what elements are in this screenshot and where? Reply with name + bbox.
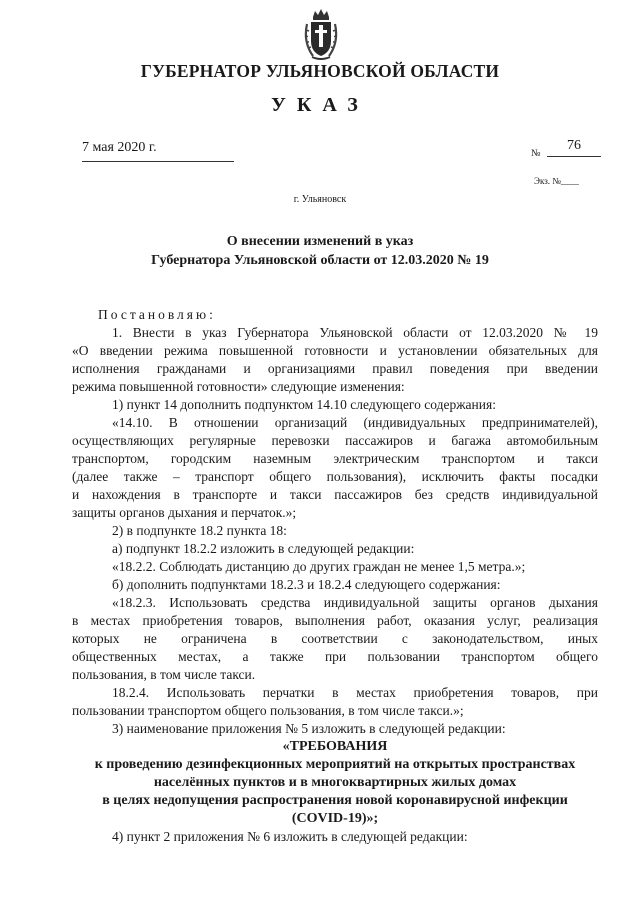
text-line: которых не ограничена в соответствии с законодательством, иных: [72, 631, 598, 646]
subject-line: Губернатора Ульяновской области от 12.03.2020 № 19: [151, 253, 489, 268]
text-line: 1) пункт 14 дополнить подпунктом 14.10 следующего содержания:: [112, 397, 496, 412]
document-type: УКАЗ: [271, 94, 369, 116]
text-line: «18.2.2. Соблюдать дистанцию до других граждан не менее 1,5 метра.»;: [112, 559, 526, 574]
requirements-title-line: населённых пунктов и в многоквартирных жилых домах: [153, 775, 517, 790]
text-line: 2) в подпункте 18.2 пункта 18:: [112, 523, 287, 538]
requirements-title-line: «ТРЕБОВАНИЯ: [282, 739, 388, 754]
text-line: режима повышенной готовности» следующие изменения:: [72, 379, 405, 394]
document-number: 76: [547, 138, 601, 157]
text-line: в местах приобретения товаров, выполнения работ, оказания услуг, реализация: [72, 613, 598, 628]
text-line: пользовании транспортом общего пользования, в том числе такси.»;: [72, 703, 464, 718]
requirements-title-line: (COVID-19)»;: [291, 811, 379, 826]
text-line: б) дополнить подпунктами 18.2.3 и 18.2.4 следующего содержания:: [112, 577, 501, 592]
text-line: «18.2.3. Использовать средства индивидуальной защиты органов дыхания: [112, 595, 598, 610]
text-line: «О введении режима повышенной готовности и установлении обязательных для: [72, 343, 598, 358]
resolve-clause: Постановляю:: [98, 307, 216, 322]
city: г. Ульяновск: [293, 194, 347, 205]
subject-line: О внесении изменений в указ: [226, 234, 414, 249]
text-line: 4) пункт 2 приложения № 6 изложить в следующей редакции:: [112, 829, 468, 844]
organization-title: ГУБЕРНАТОР УЛЬЯНОВСКОЙ ОБЛАСТИ: [140, 61, 500, 81]
text-line: «14.10. В отношении организаций (индивидуальных предпринимателей),: [112, 415, 598, 430]
document-date: 7 мая 2020 г.: [82, 140, 234, 162]
requirements-title: [42, 738, 628, 828]
document-body: [72, 306, 598, 846]
text-line: пользования, в том числе такси.: [72, 667, 256, 682]
text-line: осуществляющих регулярные перевозки пассажиров и багажа автомобильным: [72, 433, 598, 448]
text-line: исполнения гражданами и организациями правил поведения при введении: [72, 361, 598, 376]
text-line: (далее также – транспорт общего пользования), исключить факты посадки: [72, 469, 598, 484]
document-subject: [0, 232, 640, 270]
text-line: защиты органов дыхания и перчаток.»;: [72, 505, 297, 520]
text-line: транспортом, городским наземным электрическим транспортом и такси: [72, 451, 598, 466]
coat-of-arms-icon: [302, 8, 340, 62]
number-label: №: [531, 148, 541, 159]
text-line: общественных местах, а также при пользовании транспортом общего: [72, 649, 598, 664]
text-line: 3) наименование приложения № 5 изложить в следующей редакции:: [112, 721, 506, 736]
text-line: а) подпункт 18.2.2 изложить в следующей редакции:: [112, 541, 415, 556]
requirements-title-line: в целях недопущения распространения новой коронавирусной инфекции: [102, 793, 568, 808]
copy-number: Экз. №____: [534, 176, 579, 186]
text-line: 18.2.4. Использовать перчатки в местах приобретения товаров, при: [112, 685, 598, 700]
text-line: 1. Внести в указ Губернатора Ульяновской области от 12.03.2020 № 19: [112, 325, 598, 340]
requirements-title-line: к проведению дезинфекционных мероприятий на открытых пространствах: [94, 757, 576, 772]
text-line: и нахождения в транспорте и такси пассажиров без средств индивидуальной: [72, 487, 598, 502]
